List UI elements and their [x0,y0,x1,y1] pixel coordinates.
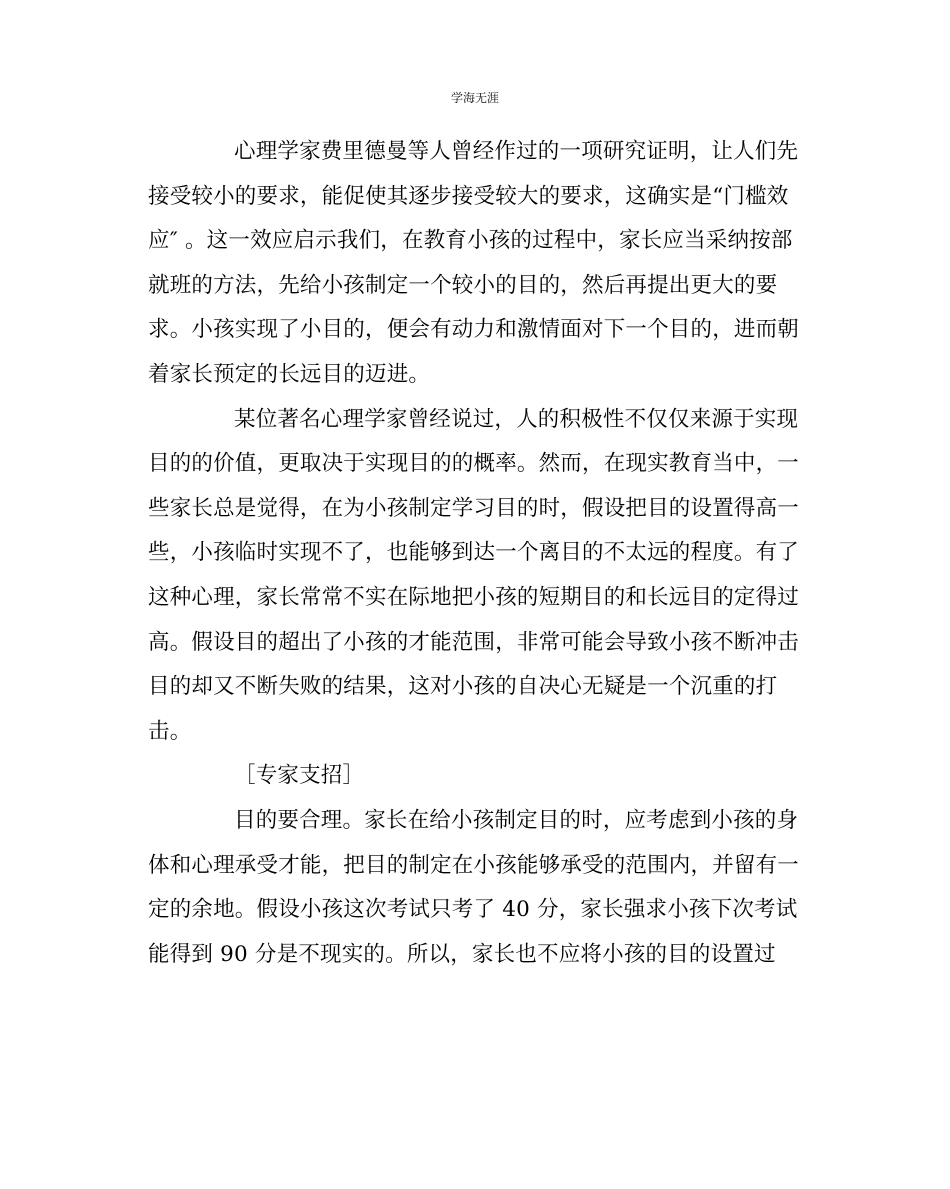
text-line: 求。小孩实现了小目的，便会有动力和激情面对下一个目的，进而朝 [148,317,800,343]
text-line: 些，小孩临时实现不了，也能够到达一个离目的不太远的程度。有了 [148,540,800,566]
text-line: 这种心理，家长常常不实在际地把小孩的短期目的和长远目的定得过 [148,584,800,610]
text-line: 着家长预定的长远目的迈进。 [148,361,431,387]
text-line: 就班的方法，先给小孩制定一个较小的目的，然后再提出更大的要 [148,272,778,298]
text-line: 体和心理承受才能，把目的制定在小孩能够承受的范围内，并留有一 [148,852,800,878]
text-line: 能得到 90 分是不现实的。所以，家长也不应将小孩的目的设置过 [148,941,776,967]
text-line: ［专家支招］ [234,763,365,789]
page-header: 学海无涯 [450,91,499,105]
paragraph-goal-probability [148,398,803,755]
text-line: 目的的价值，更取决于实现目的的概率。然而，在现实教育当中，一 [148,451,800,477]
text-line: 心理学家费里德曼等人曾经作过的一项研究证明，让人们先 [234,139,799,164]
text-line: 些家长总是觉得，在为小孩制定学习目的时，假设把目的设置得高一 [148,495,800,521]
text-line: 击。 [148,718,192,744]
text-line: 应″ 。这一效应启示我们，在教育小孩的过程中，家长应当采纳按部 [148,228,793,254]
text-line: 某位著名心理学家曾经说过，人的积极性不仅仅来源于实现 [234,406,799,432]
text-line: 接受较小的要求，能促使其逐步接受较大的要求，这确实是“门槛效 [148,183,789,209]
section-heading-expert-tips [148,754,803,799]
text-line: 目的要合理。家长在给小孩制定目的时，应考虑到小孩的身 [234,807,799,833]
paragraph-door-in-effect [148,130,803,398]
paragraph-reasonable-goals [148,799,803,977]
text-line: 定的余地。假设小孩这次考试只考了 40 分，家长强求小孩下次考试 [148,897,798,923]
document-body [148,130,803,977]
text-line: 目的却又不断失败的结果，这对小孩的自决心无疑是一个沉重的打 [148,674,778,700]
text-line: 高。假设目的超出了小孩的才能范围，非常可能会导致小孩不断冲击 [148,629,800,655]
